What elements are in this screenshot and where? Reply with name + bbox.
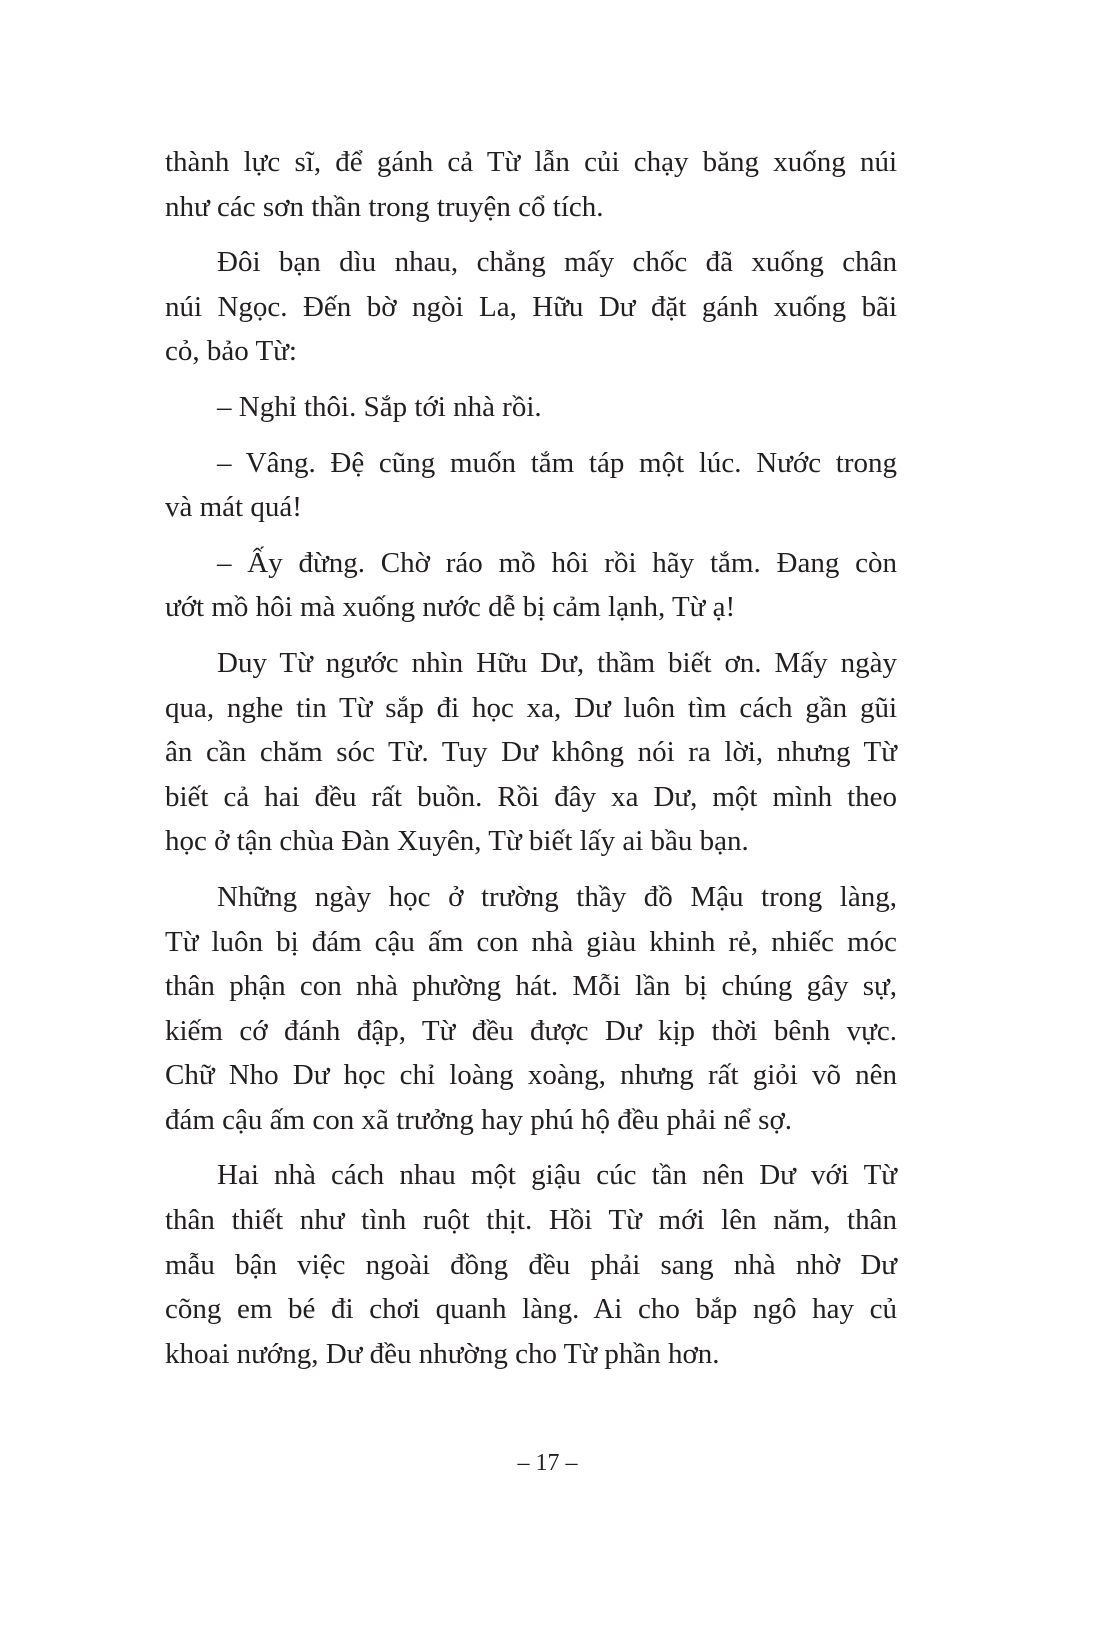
page-body bbox=[165, 140, 897, 1387]
text-line: cõng em bé đi chơi quanh làng. Ai cho bắp ngô hay củ bbox=[165, 1293, 897, 1326]
text-line: – Vâng. Đệ cũng muốn tắm táp một lúc. Nước trong bbox=[217, 446, 897, 479]
text-line: Từ luôn bị đám cậu ấm con nhà giàu khinh rẻ, nhiếc móc bbox=[165, 925, 897, 958]
text-line: mẫu bận việc ngoài đồng đều phải sang nhà nhờ Dư bbox=[165, 1248, 897, 1281]
paragraph bbox=[165, 240, 897, 374]
paragraph bbox=[165, 641, 897, 864]
page-number: – 17 – bbox=[517, 1450, 578, 1476]
text-line: như các sơn thần trong truyện cổ tích. bbox=[165, 190, 604, 223]
text-line: Duy Từ ngước nhìn Hữu Dư, thầm biết ơn. Mấy ngày bbox=[217, 646, 897, 679]
paragraph bbox=[165, 385, 897, 430]
text-line: học ở tận chùa Đàn Xuyên, Từ biết lấy ai bầu bạn. bbox=[165, 825, 749, 858]
text-line: – Nghỉ thôi. Sắp tới nhà rồi. bbox=[217, 390, 542, 423]
text-line: ướt mồ hôi mà xuống nước dễ bị cảm lạnh, Từ ạ! bbox=[165, 591, 736, 624]
text-line: thân thiết như tình ruột thịt. Hồi Từ mới lên năm, thân bbox=[165, 1204, 897, 1237]
text-line: và mát quá! bbox=[165, 491, 302, 524]
paragraph bbox=[165, 441, 897, 530]
text-line: qua, nghe tin Từ sắp đi học xa, Dư luôn tìm cách gần gũi bbox=[165, 691, 897, 724]
text-line: thân phận con nhà phường hát. Mỗi lần bị chúng gây sự, bbox=[165, 970, 897, 1003]
text-line: khoai nướng, Dư đều nhường cho Từ phần hơn. bbox=[165, 1337, 720, 1370]
text-line: Hai nhà cách nhau một giậu cúc tần nên Dư với Từ bbox=[217, 1159, 897, 1192]
text-line: núi Ngọc. Đến bờ ngòi La, Hữu Dư đặt gánh xuống bãi bbox=[165, 290, 897, 323]
text-line: ân cần chăm sóc Từ. Tuy Dư không nói ra lời, nhưng Từ bbox=[165, 736, 897, 769]
paragraph bbox=[165, 140, 897, 229]
text-line: biết cả hai đều rất buồn. Rồi đây xa Dư, một mình theo bbox=[165, 780, 897, 813]
paragraph bbox=[165, 875, 897, 1143]
text-line: Những ngày học ở trường thầy đồ Mậu trong làng, bbox=[217, 880, 897, 913]
text-line: – Ấy đừng. Chờ ráo mồ hôi rồi hãy tắm. Đang còn bbox=[217, 546, 897, 579]
paragraph bbox=[165, 541, 897, 630]
text-line: thành lực sĩ, để gánh cả Từ lẫn củi chạy băng xuống núi bbox=[165, 146, 897, 178]
text-line: đám cậu ấm con xã trưởng hay phú hộ đều phải nể sợ. bbox=[165, 1103, 793, 1136]
text-line: Chữ Nho Dư học chỉ loàng xoàng, nhưng rất giỏi võ nên bbox=[165, 1059, 897, 1092]
text-line: kiếm cớ đánh đập, Từ đều được Dư kịp thời bênh vực. bbox=[165, 1014, 897, 1047]
paragraph bbox=[165, 1153, 897, 1376]
text-line: Đôi bạn dìu nhau, chẳng mấy chốc đã xuống chân bbox=[217, 246, 897, 279]
text-line: cỏ, bảo Từ: bbox=[165, 335, 297, 368]
